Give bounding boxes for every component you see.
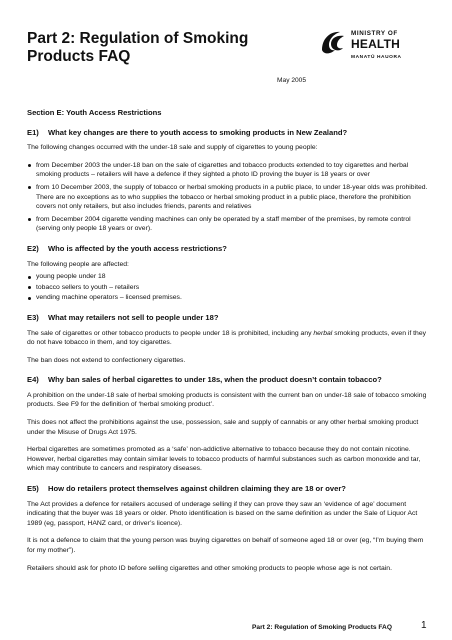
list-item: from 10 December 2003, the supply of tobacco or herbal smoking products in a public place, to under 18-year olds was prohibited. There are no exceptions as to who supplies the tobacco or herbal smoking product in a public place, therefore the prohibition covers not only retailers, but also includes friends, parents and relatives bbox=[27, 183, 429, 212]
paragraph: The Act provides a defence for retailers accused of underage selling if they can prove they saw an ‘evidence of age’ document indicating that the buyer was 18 years or older. Photo identification is based on the same definition as under the Sale of Liquor Act 1989 (eg, passport, HANZ card, or driver’s licence). bbox=[27, 500, 418, 527]
paragraph: It is not a defence to claim that the young person was buying cigarettes on behalf of someone aged 18 or over (eg, “I’m buying them for my mother”). bbox=[27, 537, 424, 554]
list-item: from December 2004 cigarette vending machines can only be operated by a staff member of the premises, by remote control (serving only people 18 years or over). bbox=[27, 215, 429, 234]
question-text: What may retailers not sell to people under 18? bbox=[48, 312, 219, 322]
bullet-list bbox=[27, 161, 429, 234]
section-title: Section E: Youth Access Restrictions bbox=[27, 108, 162, 117]
paragraph: A prohibition on the under-18 sale of herbal smoking products is consistent with the current ban on under-18 sale of tobacco smoking products. See F9 for the definition of ‘herbal smoking product’. bbox=[27, 391, 427, 409]
paragraph: Herbal cigarettes are sometimes promoted as a ‘safe’ non-addictive alternative to tobacco because they do not contain nicotine. However, herbal cigarettes may contain similar levels to tobacco products of harmful substances such as carbon monoxide and tar, which may contribute to cancers and respiratory diseases. bbox=[27, 446, 421, 473]
document-body bbox=[27, 108, 429, 581]
paragraph: The following changes occurred with the under-18 sale and supply of cigarettes to young people: bbox=[27, 144, 318, 152]
question-number: E3) bbox=[27, 312, 39, 322]
question-number: E5) bbox=[27, 484, 39, 494]
paragraph-text: The sale of cigarettes or other tobacco products to people under 18 is prohibited, including any bbox=[27, 329, 314, 337]
page-title: Part 2: Regulation of Smoking Products FAQ bbox=[27, 30, 249, 65]
paragraph-text: smoking products, even if they do not have tobacco in them, and toy cigarettes. bbox=[27, 329, 427, 347]
question-e5 bbox=[27, 484, 429, 494]
question-text: Who is affected by the youth access restrictions? bbox=[48, 243, 227, 253]
question-e1 bbox=[27, 128, 429, 138]
logo-line-1: MINISTRY OF bbox=[351, 30, 398, 37]
paragraph: This does not affect the prohibitions against the use, possession, sale and supply of cannabis or any other herbal smoking product under the Misuse of Drugs Act 1975. bbox=[27, 419, 419, 436]
koru-logo-icon bbox=[319, 28, 347, 58]
paragraph: The ban does not extend to confectionery cigarettes. bbox=[27, 356, 186, 364]
paragraph: Retailers should ask for photo ID before selling cigarettes and other smoking products to people whose age is not certain. bbox=[27, 564, 392, 572]
publication-date: May 2005 bbox=[277, 77, 306, 84]
emphasis-text: herbal bbox=[313, 329, 333, 337]
bullet-list bbox=[27, 272, 429, 303]
page-number: 1 bbox=[421, 620, 427, 631]
list-item: vending machine operators – licensed premises. bbox=[27, 293, 429, 303]
logo-line-3: MANATŪ HAUORA bbox=[351, 55, 402, 60]
list-item: young people under 18 bbox=[27, 272, 429, 282]
paragraph bbox=[27, 329, 429, 348]
list-item: from December 2003 the under-18 ban on the sale of cigarettes and tobacco products extended to toy cigarettes and herbal smoking products – retailers will have a defence if they sighted a photo ID proving the buyer is 18 years or over bbox=[27, 161, 429, 180]
footer-title: Part 2: Regulation of Smoking Products FAQ bbox=[252, 624, 392, 631]
ministry-of-health-logo bbox=[319, 22, 429, 74]
question-text: Why ban sales of herbal cigarettes to under 18s, when the product doesn’t contain tobacco? bbox=[48, 375, 382, 385]
logo-line-2: HEALTH bbox=[351, 37, 400, 51]
paragraph: The following people are affected: bbox=[27, 260, 129, 268]
question-number: E2) bbox=[27, 243, 39, 253]
question-number: E4) bbox=[27, 375, 39, 385]
list-item: tobacco sellers to youth – retailers bbox=[27, 283, 429, 293]
question-e3 bbox=[27, 313, 429, 323]
question-e4 bbox=[27, 375, 429, 385]
question-number: E1) bbox=[27, 127, 39, 137]
question-text: What key changes are there to youth access to smoking products in New Zealand? bbox=[48, 127, 348, 137]
question-text: How do retailers protect themselves against children claiming they are 18 or over? bbox=[48, 484, 346, 494]
question-e2 bbox=[27, 244, 429, 254]
